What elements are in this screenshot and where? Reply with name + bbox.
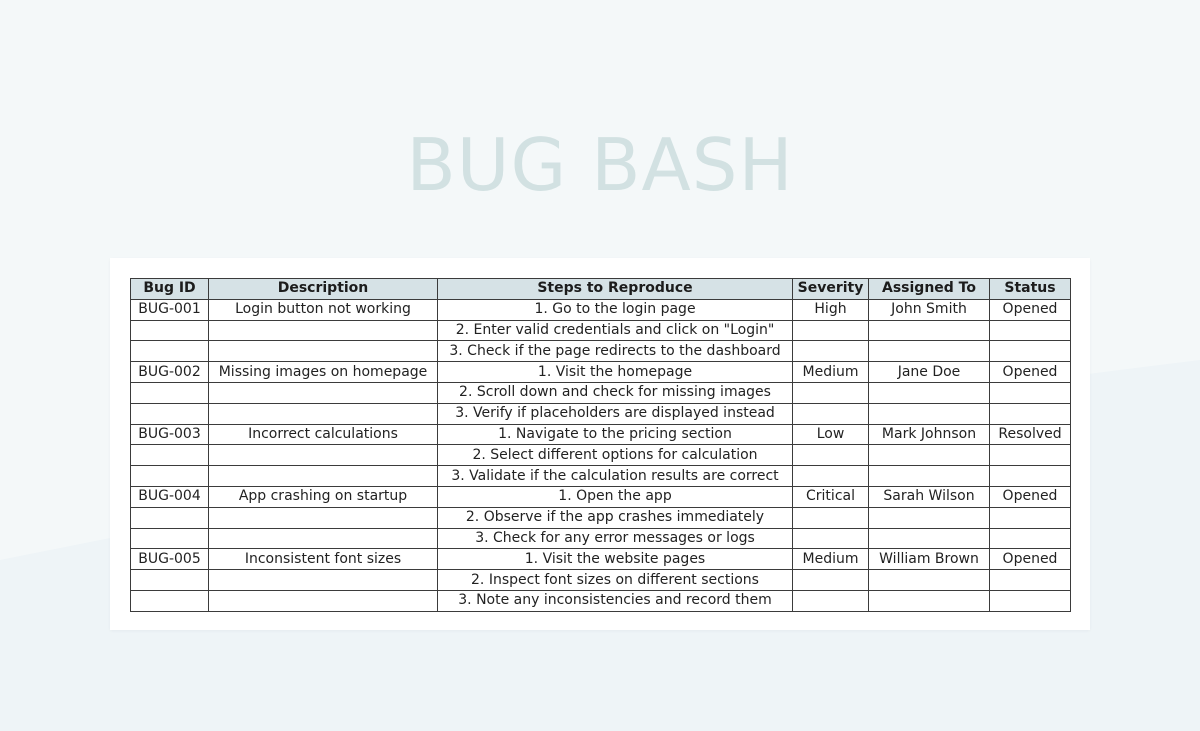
cell-status	[990, 403, 1071, 424]
page-title: BUG BASH	[406, 123, 794, 207]
cell-status	[990, 570, 1071, 591]
cell-severity: High	[793, 299, 869, 320]
cell-description	[209, 507, 438, 528]
cell-bug-id: BUG-002	[131, 362, 209, 383]
cell-severity	[793, 570, 869, 591]
cell-severity	[793, 445, 869, 466]
table-row	[131, 299, 1071, 320]
table-row	[131, 507, 1071, 528]
cell-severity	[793, 403, 869, 424]
cell-step: 2. Inspect font sizes on different sections	[438, 570, 793, 591]
cell-step: 3. Check if the page redirects to the dashboard	[438, 341, 793, 362]
cell-severity	[793, 382, 869, 403]
cell-bug-id: BUG-003	[131, 424, 209, 445]
cell-step: 3. Verify if placeholders are displayed instead	[438, 403, 793, 424]
table-row	[131, 549, 1071, 570]
cell-description	[209, 528, 438, 549]
cell-step: 1. Navigate to the pricing section	[438, 424, 793, 445]
cell-bug-id	[131, 590, 209, 611]
table-header-row	[131, 279, 1071, 300]
cell-bug-id: BUG-004	[131, 486, 209, 507]
cell-severity	[793, 320, 869, 341]
cell-description	[209, 403, 438, 424]
cell-assigned-to: Mark Johnson	[869, 424, 990, 445]
cell-bug-id	[131, 341, 209, 362]
cell-bug-id: BUG-001	[131, 299, 209, 320]
cell-description	[209, 320, 438, 341]
cell-assigned-to	[869, 320, 990, 341]
table-row	[131, 590, 1071, 611]
cell-assigned-to	[869, 570, 990, 591]
table-row	[131, 403, 1071, 424]
cell-step: 2. Select different options for calculation	[438, 445, 793, 466]
cell-bug-id	[131, 320, 209, 341]
cell-assigned-to: Jane Doe	[869, 362, 990, 383]
cell-step: 3. Validate if the calculation results are correct	[438, 466, 793, 487]
cell-status	[990, 445, 1071, 466]
cell-severity	[793, 466, 869, 487]
table-row	[131, 445, 1071, 466]
table-card	[110, 258, 1090, 630]
cell-description	[209, 590, 438, 611]
table-row	[131, 570, 1071, 591]
header-bug-id: Bug ID	[131, 279, 209, 300]
cell-severity	[793, 528, 869, 549]
cell-description	[209, 570, 438, 591]
cell-description: App crashing on startup	[209, 486, 438, 507]
table-row	[131, 486, 1071, 507]
cell-assigned-to	[869, 382, 990, 403]
cell-assigned-to: Sarah Wilson	[869, 486, 990, 507]
cell-description	[209, 341, 438, 362]
cell-description	[209, 445, 438, 466]
cell-status: Resolved	[990, 424, 1071, 445]
cell-bug-id	[131, 382, 209, 403]
cell-severity: Medium	[793, 362, 869, 383]
table-row	[131, 528, 1071, 549]
table-row	[131, 382, 1071, 403]
cell-assigned-to	[869, 445, 990, 466]
cell-status	[990, 528, 1071, 549]
cell-assigned-to	[869, 590, 990, 611]
cell-description	[209, 382, 438, 403]
cell-step: 1. Visit the homepage	[438, 362, 793, 383]
cell-status	[990, 466, 1071, 487]
cell-status	[990, 320, 1071, 341]
cell-step: 2. Scroll down and check for missing images	[438, 382, 793, 403]
cell-assigned-to	[869, 507, 990, 528]
header-status: Status	[990, 279, 1071, 300]
cell-status	[990, 382, 1071, 403]
header-description: Description	[209, 279, 438, 300]
table-row	[131, 320, 1071, 341]
cell-step: 1. Open the app	[438, 486, 793, 507]
cell-step: 3. Check for any error messages or logs	[438, 528, 793, 549]
cell-bug-id	[131, 528, 209, 549]
cell-bug-id: BUG-005	[131, 549, 209, 570]
bug-table	[130, 278, 1071, 612]
cell-severity	[793, 590, 869, 611]
cell-description: Inconsistent font sizes	[209, 549, 438, 570]
cell-assigned-to	[869, 403, 990, 424]
cell-step: 2. Enter valid credentials and click on "Login"	[438, 320, 793, 341]
cell-assigned-to: William Brown	[869, 549, 990, 570]
cell-description: Login button not working	[209, 299, 438, 320]
cell-step: 2. Observe if the app crashes immediately	[438, 507, 793, 528]
cell-severity	[793, 341, 869, 362]
table-row	[131, 466, 1071, 487]
cell-status	[990, 341, 1071, 362]
cell-bug-id	[131, 445, 209, 466]
table-row	[131, 341, 1071, 362]
cell-assigned-to	[869, 341, 990, 362]
cell-bug-id	[131, 466, 209, 487]
cell-step: 1. Visit the website pages	[438, 549, 793, 570]
cell-status	[990, 507, 1071, 528]
cell-description	[209, 466, 438, 487]
cell-severity: Medium	[793, 549, 869, 570]
cell-severity: Low	[793, 424, 869, 445]
cell-assigned-to: John Smith	[869, 299, 990, 320]
cell-assigned-to	[869, 466, 990, 487]
table-row	[131, 362, 1071, 383]
header-assigned-to: Assigned To	[869, 279, 990, 300]
cell-assigned-to	[869, 528, 990, 549]
cell-description: Incorrect calculations	[209, 424, 438, 445]
cell-bug-id	[131, 403, 209, 424]
cell-step: 3. Note any inconsistencies and record them	[438, 590, 793, 611]
cell-description: Missing images on homepage	[209, 362, 438, 383]
cell-status: Opened	[990, 549, 1071, 570]
header-severity: Severity	[793, 279, 869, 300]
cell-status	[990, 590, 1071, 611]
cell-status: Opened	[990, 299, 1071, 320]
header-steps: Steps to Reproduce	[438, 279, 793, 300]
cell-bug-id	[131, 507, 209, 528]
cell-status: Opened	[990, 486, 1071, 507]
cell-severity	[793, 507, 869, 528]
cell-bug-id	[131, 570, 209, 591]
cell-status: Opened	[990, 362, 1071, 383]
cell-step: 1. Go to the login page	[438, 299, 793, 320]
cell-severity: Critical	[793, 486, 869, 507]
table-row	[131, 424, 1071, 445]
